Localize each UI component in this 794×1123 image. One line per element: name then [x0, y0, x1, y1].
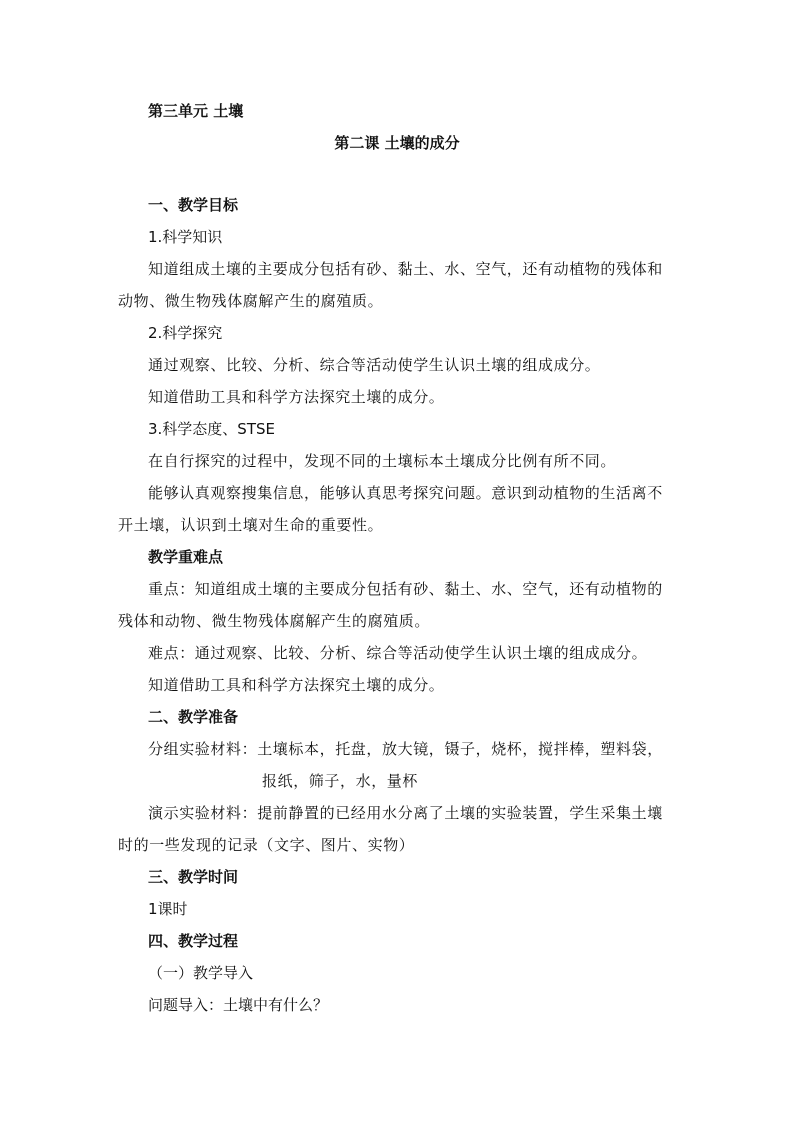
- difficulty-line-1: 难点：通过观察、比较、分析、综合等活动使学生认识土壤的组成成分。: [148, 644, 648, 662]
- group-materials-line-1: 分组实验材料：土壤标本，托盘，放大镜，镊子，烧杯，搅拌棒，塑料袋，: [148, 740, 663, 758]
- demo-materials-line-2: 时的一些发现的记录（文字、图片、实物）: [118, 836, 415, 854]
- inquiry-heading: 2.科学探究: [148, 324, 223, 342]
- attitude-line-1: 在自行探究的过程中，发现不同的土壤标本土壤成分比例有所不同。: [148, 452, 617, 470]
- inquiry-line-2: 知道借助工具和科学方法探究土壤的成分。: [148, 388, 445, 406]
- lesson-title: 第二课 土壤的成分: [334, 134, 460, 152]
- intro-question: 问题导入：土壤中有什么？: [148, 996, 329, 1014]
- preparation-heading: 二、教学准备: [148, 708, 239, 726]
- time-heading: 三、教学时间: [148, 868, 239, 886]
- key-point-line-1: 重点：知道组成土壤的主要成分包括有砂、黏土、水、空气，还有动植物的: [148, 580, 663, 598]
- group-materials-line-2: 报纸，筛子，水，量杯: [262, 772, 419, 790]
- objectives-heading: 一、教学目标: [148, 196, 239, 214]
- knowledge-line-1: 知道组成土壤的主要成分包括有砂、黏土、水、空气，还有动植物的残体和: [148, 260, 663, 278]
- knowledge-line-2: 动物、微生物残体腐解产生的腐殖质。: [118, 292, 384, 310]
- difficulty-line-2: 知道借助工具和科学方法探究土壤的成分。: [148, 676, 445, 694]
- inquiry-line-1: 通过观察、比较、分析、综合等活动使学生认识土壤的组成成分。: [148, 356, 601, 374]
- time-value: 1课时: [148, 900, 188, 918]
- unit-title: 第三单元 土壤: [148, 102, 244, 120]
- attitude-line-2: 能够认真观察搜集信息，能够认真思考探究问题。意识到动植物的生活离不: [148, 484, 663, 502]
- intro-heading: （一）教学导入: [148, 964, 254, 982]
- demo-materials-line-1: 演示实验材料：提前静置的已经用水分离了土壤的实验装置，学生采集土壤: [148, 804, 663, 822]
- knowledge-heading: 1.科学知识: [148, 228, 223, 246]
- key-points-heading: 教学重难点: [148, 548, 224, 566]
- process-heading: 四、教学过程: [148, 932, 239, 950]
- attitude-line-3: 开土壤，认识到土壤对生命的重要性。: [118, 516, 384, 534]
- key-point-line-2: 残体和动物、微生物残体腐解产生的腐殖质。: [118, 612, 431, 630]
- attitude-heading: 3.科学态度、STSE: [148, 420, 275, 438]
